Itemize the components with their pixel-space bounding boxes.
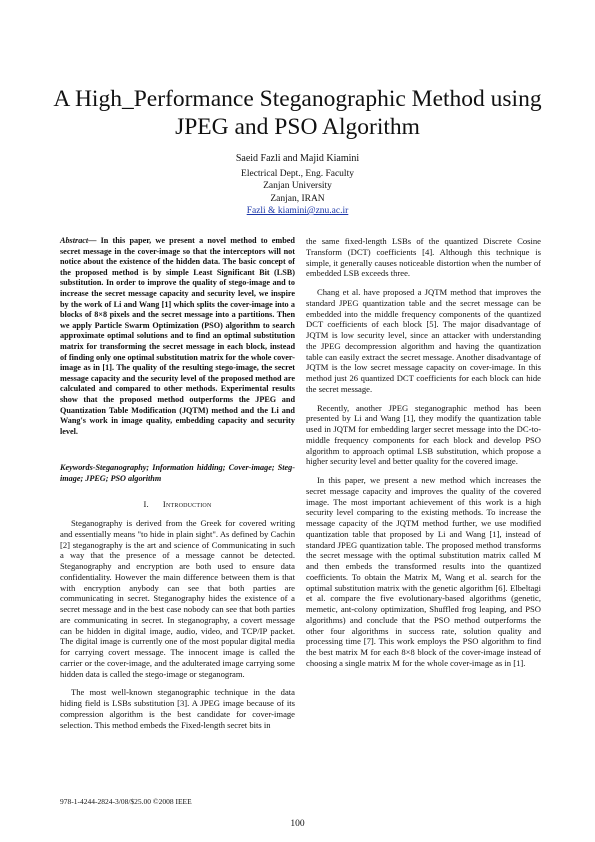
page-number: 100 xyxy=(290,819,305,829)
keywords: Keywords-Steganography; Information hidding; Cover-image; Steg-image; JPEG; PSO algorithm xyxy=(60,463,295,483)
affiliation-department: Electrical Dept., Eng. Faculty xyxy=(241,168,354,179)
left-column xyxy=(60,236,295,738)
section-number: I. xyxy=(143,499,149,510)
right-paragraph: the same fixed-length LSBs of the quantized Discrete Cosine Transform (DCT) coefficients [4]. Although this technique is simple, it generally causes noticeable distortion when the number of embedded LSB exceeds three. xyxy=(306,236,541,279)
section-heading xyxy=(60,499,295,510)
affiliation-university: Zanjan University xyxy=(263,181,332,191)
affiliation-location: Zanjan, IRAN xyxy=(270,193,325,204)
abstract xyxy=(60,236,295,437)
author-email-link[interactable]: Fazli & kiamini@znu.ac.ir xyxy=(246,206,349,216)
author-names: Saeid Fazli and Majid Kiamini xyxy=(235,153,360,164)
left-paragraph: The most well-known steganographic technique in the data hiding field is LSBs substitution [3]. A JPEG image because of its compression algorithm is the best candidate for cover-image selection. This method embeds the Fixed-length secret bits in xyxy=(60,687,295,730)
paper-title: A High_Performance Steganographic Method using JPEG and PSO Algorithm xyxy=(53,86,542,140)
right-paragraph: In this paper, we present a new method which increases the secret message capacity and improves the quality of the covered image. The most important achievement of this work is a high security level comparing to the existing methods. To increase the message capacity of the JQTM method further, we use modified quantization table that proposed by Li and Wang [1], instead of standard JPEG quantization table. The proposed method transforms the secret message with the optimal substitution matrix called M and then embeds the transformed results into the quantized coefficients. To obtain the Matrix M, Wang et al. search for the optimal substitution matrix with the genetic algorithm [6]. Elbeltagi et al. compare the five evolutionary-based algorithms (genetic, memetic, ant-colony optimization, Shuffled frog leaping, and PSO algorithms) and conclude that the PSO method outperforms the other four algorithms in success rate, solution quality and processing time [7]. This work employs the PSO algorithm to find the best matrix M for each 8×8 block of the cover-image instead of choosing a single matrix M for the whole cover-image as in [1]. xyxy=(306,475,541,668)
author-block xyxy=(150,153,445,218)
abstract-text: — In this paper, we present a novel method to embed secret message in the cover-image so that the interceptors will not notice about the existence of the hidden data. The basic concept of the proposed method is by simple Least Significant Bit (LSB) substitution. In order to improve the quality of stego-image and to increase the secret message capacity and security level, we inspire by the work of Li and Wang [1] which splits the cover-image into a blocks of 8×8 pixels and the secret message into a partitions. Then we apply Particle Swarm Optimization (PSO) algorithm to search approximate optimal solutions and to find an optimal substitution matrix for transforming the secret message in each block, instead of finding only one optimal substitution matrix for the whole cover-image as in [1]. The quality of the resulting stego-image, the secret message capacity and the security level of the proposed method are calculated and compared to other methods. Experimental results show that the proposed method outperforms the JPEG and Quantization Table Modification (JQTM) method and the Li and Wang's work in image quality, embedding capacity and security level. xyxy=(60,236,295,436)
right-paragraph: Recently, another JPEG steganographic method has been presented by Li and Wang [1], they modify the quantization table used in JQTM for embedding larger secret message into the DC-to-middle frequency components for each block and develop PSO algorithm to approach optimal LSB substitution, which propose a higher security level and better quality for the covered image. xyxy=(306,402,541,467)
section-title: Introduction xyxy=(162,499,212,510)
abstract-lead: Abstract xyxy=(60,236,89,245)
right-column xyxy=(306,236,541,677)
left-paragraph: Steganography is derived from the Greek for covered writing and essentially means "to hide in plain sight". As defined by Cachin [2] steganography is the art and science of Communicating in such a way that the presence of a message cannot be detected. Steganography and encryption are both used to ensure data confidentiality. However the main difference between them is that with encryption anybody can see that both parties are communicating in secret. Steganography hides the existence of a secret message and in the best case nobody can see that both parties are communicating in secret. In steganography, a covert message can be hidden in digital image, audio, video, and TCP/IP packet. The digital image is currently one of the most popular digital media for carrying covert message. The innocent image is called the carrier or the cover-image, and the adulterated image carrying some hidden data is called the stego-image or steganogram. xyxy=(60,518,295,679)
copyright-footer: 978-1-4244-2824-3/08/$25.00 ©2008 IEEE xyxy=(60,797,192,806)
right-paragraph: Chang et al. have proposed a JQTM method that improves the standard JPEG quantization table and the secret message can be embedded into the middle frequency components of the quantized DCT coefficients of each block [5]. The major disadvantage of JQTM is low security level, since an attacker with understanding the JPEG decompression algorithm and having the quantization table can easily extract the secret message. Another disadvantage of JQTM is the low secret message capacity on cover-image. In this method just 26 quantized DCT coefficients for each block can hide the secret message. xyxy=(306,287,541,394)
